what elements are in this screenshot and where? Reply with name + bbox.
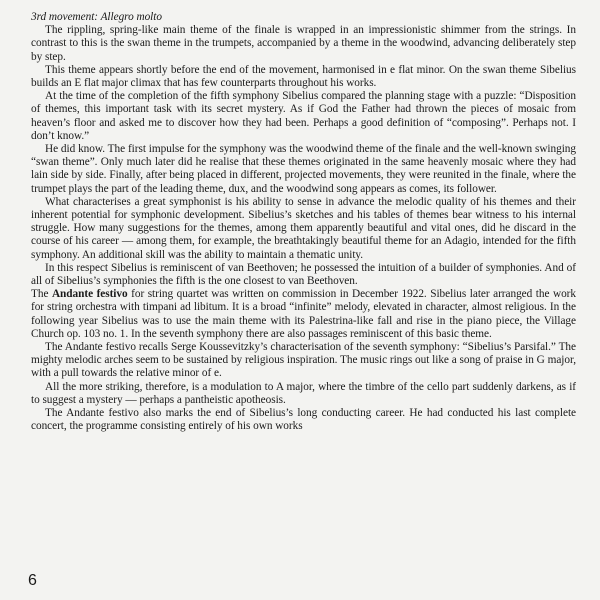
andante-prefix: The bbox=[31, 288, 52, 301]
text-body bbox=[31, 11, 576, 434]
andante-paragraph bbox=[31, 288, 576, 341]
paragraph: The Andante festivo also marks the end of Sibelius’s long conducting career. He had conducted his last complete concert, the programme consisting entirely of his own works bbox=[31, 407, 576, 433]
andante-title: Andante festivo bbox=[51, 288, 128, 301]
paragraph: All the more striking, therefore, is a modulation to A major, where the timbre of the cello part suddenly darkens, as if to suggest a mystery — perhaps a pantheistic apotheosis. bbox=[31, 380, 576, 406]
paragraph: The Andante festivo recalls Serge Koussevitzky’s characterisation of the seventh symphony: “Sibelius’s Parsifal.” The mighty melodic arches seem to be sustained by religious inspiration. The music rings out like a song of praise in G major, with a pull towards the relative minor of e. bbox=[31, 341, 576, 380]
andante-text: for string quartet was written on commission in December 1922. Sibelius later arranged the work for string orchestra with timpani ad libitum. It is a broad “infinite” melody, elevated in character, almost religious. In the following year Sibelius was to use the main theme with its Palestrina-like fall and rise in the piano piece, the Village Church op. 103 no. 1. In the seventh symphony there are also passages reminiscent of this basic theme. bbox=[31, 288, 576, 340]
paragraph: The rippling, spring-like main theme of the finale is wrapped in an impressionistic shimmer from the strings. In contrast to this is the swan theme in the trumpets, accompanied by a theme in the woodwind, advancing deliberately step by step. bbox=[31, 24, 576, 63]
paragraph: He did know. The first impulse for the symphony was the woodwind theme of the finale and the well-known swinging “swan theme”. Only much later did he realise that these themes originated in the same heavenly mosaic where they had lain side by side. Finally, after being placed in different, projected movements, they were reunited in the finale, where the trumpet plays the part of the leading theme, dux, and the woodwind song appears as comes, its follower. bbox=[31, 143, 576, 195]
page-number: 6 bbox=[28, 572, 37, 589]
paragraph: This theme appears shortly before the end of the movement, harmonised in e flat minor. On the swan theme Sibelius builds an E flat major climax that has few counterparts throughout his works. bbox=[31, 63, 576, 90]
section-heading: 3rd movement: Allegro molto bbox=[31, 11, 162, 23]
paragraph: At the time of the completion of the fifth symphony Sibelius compared the planning stage with a puzzle: “Disposition of themes, this important task with its secret mystery. As if God the Father had thrown the pieces of mosaic from heaven’s floor and asked me to discover how they had been. Perhaps a good definition of “composing”. Perhaps not. I don’t know.” bbox=[31, 90, 576, 142]
paragraph: In this respect Sibelius is reminiscent of van Beethoven; he possessed the intuition of a builder of symphonies. And of all of Sibelius’s symphonies the fifth is the one closest to van Beethoven. bbox=[31, 261, 576, 288]
paragraph: What characterises a great symphonist is his ability to sense in advance the melodic quality of his themes and their inherent potential for symphonic development. Sibelius’s sketches and his tables of themes bear witness to his internal struggle. How many suggestions for the themes, among them apparently beautiful and vital ones, did he discard in the course of his career — among them, for example, the breathtakingly beautiful theme for an Adagio, intended for the fifth symphony. An additional skill was the ability to maintain a thematic unity. bbox=[31, 195, 576, 261]
